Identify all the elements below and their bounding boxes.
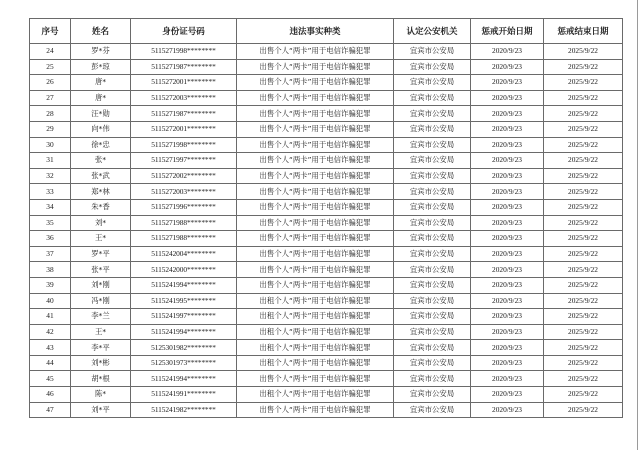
- cell-end-date: 2025/9/22: [544, 371, 623, 387]
- page-edge-divider: [637, 0, 638, 450]
- cell-end-date: 2025/9/22: [544, 340, 623, 356]
- cell-start-date: 2020/9/23: [471, 262, 544, 278]
- table-row: [30, 153, 623, 169]
- cell-authority: 宜宾市公安局: [394, 262, 471, 278]
- cell-offense-type: 出租个人“两卡”用于电信诈骗犯罪: [237, 324, 394, 340]
- cell-name: 陈*: [71, 387, 131, 403]
- cell-id-number: 5115271996********: [131, 199, 237, 215]
- cell-serial-no: 32: [30, 168, 71, 184]
- cell-start-date: 2020/9/23: [471, 168, 544, 184]
- table-row: [30, 44, 623, 60]
- table-row: [30, 262, 623, 278]
- table-row: [30, 309, 623, 325]
- cell-serial-no: 46: [30, 387, 71, 403]
- cell-end-date: 2025/9/22: [544, 106, 623, 122]
- cell-end-date: 2025/9/22: [544, 121, 623, 137]
- cell-serial-no: 27: [30, 90, 71, 106]
- cell-end-date: 2025/9/22: [544, 355, 623, 371]
- cell-id-number: 5115241997********: [131, 309, 237, 325]
- cell-offense-type: 出售个人“两卡”用于电信诈骗犯罪: [237, 262, 394, 278]
- cell-serial-no: 41: [30, 309, 71, 325]
- cell-offense-type: 出租个人“两卡”用于电信诈骗犯罪: [237, 293, 394, 309]
- cell-start-date: 2020/9/23: [471, 355, 544, 371]
- cell-name: 刘*平: [71, 402, 131, 418]
- cell-end-date: 2025/9/22: [544, 59, 623, 75]
- cell-end-date: 2025/9/22: [544, 44, 623, 60]
- table-row: [30, 246, 623, 262]
- cell-id-number: 5115271988********: [131, 231, 237, 247]
- cell-offense-type: 出售个人“两卡”用于电信诈骗犯罪: [237, 44, 394, 60]
- cell-end-date: 2025/9/22: [544, 402, 623, 418]
- cell-serial-no: 26: [30, 75, 71, 91]
- table-header-row: [30, 19, 623, 44]
- cell-offense-type: 出售个人“两卡”用于电信诈骗犯罪: [237, 168, 394, 184]
- cell-start-date: 2020/9/23: [471, 246, 544, 262]
- header-id-number: 身份证号码: [131, 19, 237, 44]
- cell-authority: 宜宾市公安局: [394, 387, 471, 403]
- cell-offense-type: 出售个人“两卡”用于电信诈骗犯罪: [237, 75, 394, 91]
- cell-offense-type: 出售个人“两卡”用于电信诈骗犯罪: [237, 402, 394, 418]
- cell-serial-no: 43: [30, 340, 71, 356]
- header-offense-type: 违法事实种类: [237, 19, 394, 44]
- table-row: [30, 90, 623, 106]
- cell-offense-type: 出售个人“两卡”用于电信诈骗犯罪: [237, 199, 394, 215]
- cell-id-number: 5115242000********: [131, 262, 237, 278]
- cell-end-date: 2025/9/22: [544, 387, 623, 403]
- cell-name: 唐*: [71, 75, 131, 91]
- cell-id-number: 5115271998********: [131, 44, 237, 60]
- header-start-date: 惩戒开始日期: [471, 19, 544, 44]
- cell-authority: 宜宾市公安局: [394, 309, 471, 325]
- cell-start-date: 2020/9/23: [471, 44, 544, 60]
- cell-end-date: 2025/9/22: [544, 231, 623, 247]
- cell-start-date: 2020/9/23: [471, 106, 544, 122]
- cell-name: 李*兰: [71, 309, 131, 325]
- header-authority: 认定公安机关: [394, 19, 471, 44]
- table-row: [30, 137, 623, 153]
- cell-authority: 宜宾市公安局: [394, 231, 471, 247]
- header-end-date: 惩戒结束日期: [544, 19, 623, 44]
- cell-authority: 宜宾市公安局: [394, 355, 471, 371]
- cell-name: 王*: [71, 324, 131, 340]
- cell-serial-no: 38: [30, 262, 71, 278]
- cell-serial-no: 44: [30, 355, 71, 371]
- cell-id-number: 5115241995********: [131, 293, 237, 309]
- cell-serial-no: 37: [30, 246, 71, 262]
- cell-offense-type: 出售个人“两卡”用于电信诈骗犯罪: [237, 137, 394, 153]
- cell-serial-no: 40: [30, 293, 71, 309]
- cell-id-number: 5115271987********: [131, 59, 237, 75]
- cell-name: 郑*林: [71, 184, 131, 200]
- cell-serial-no: 36: [30, 231, 71, 247]
- cell-offense-type: 出售个人“两卡”用于电信诈骗犯罪: [237, 90, 394, 106]
- cell-serial-no: 25: [30, 59, 71, 75]
- cell-name: 刘*彬: [71, 355, 131, 371]
- cell-offense-type: 出售个人“两卡”用于电信诈骗犯罪: [237, 184, 394, 200]
- cell-id-number: 5115271988********: [131, 215, 237, 231]
- cell-offense-type: 出售个人“两卡”用于电信诈骗犯罪: [237, 121, 394, 137]
- cell-end-date: 2025/9/22: [544, 90, 623, 106]
- table-row: [30, 121, 623, 137]
- cell-name: 唐*: [71, 90, 131, 106]
- cell-authority: 宜宾市公安局: [394, 340, 471, 356]
- cell-serial-no: 42: [30, 324, 71, 340]
- cell-end-date: 2025/9/22: [544, 262, 623, 278]
- cell-start-date: 2020/9/23: [471, 199, 544, 215]
- cell-start-date: 2020/9/23: [471, 184, 544, 200]
- cell-offense-type: 出售个人“两卡”用于电信诈骗犯罪: [237, 371, 394, 387]
- cell-id-number: 5115272001********: [131, 75, 237, 91]
- cell-start-date: 2020/9/23: [471, 215, 544, 231]
- cell-start-date: 2020/9/23: [471, 59, 544, 75]
- cell-id-number: 5115241991********: [131, 387, 237, 403]
- cell-authority: 宜宾市公安局: [394, 371, 471, 387]
- cell-name: 胡*根: [71, 371, 131, 387]
- cell-name: 冯*刚: [71, 293, 131, 309]
- cell-id-number: 5115241994********: [131, 277, 237, 293]
- table-row: [30, 199, 623, 215]
- cell-end-date: 2025/9/22: [544, 137, 623, 153]
- cell-authority: 宜宾市公安局: [394, 168, 471, 184]
- cell-start-date: 2020/9/23: [471, 324, 544, 340]
- cell-start-date: 2020/9/23: [471, 309, 544, 325]
- cell-name: 罗*芬: [71, 44, 131, 60]
- cell-offense-type: 出售个人“两卡”用于电信诈骗犯罪: [237, 246, 394, 262]
- cell-start-date: 2020/9/23: [471, 293, 544, 309]
- cell-name: 彭*琼: [71, 59, 131, 75]
- cell-id-number: 5115242004********: [131, 246, 237, 262]
- table-row: [30, 293, 623, 309]
- cell-serial-no: 29: [30, 121, 71, 137]
- table-body: [30, 44, 623, 418]
- cell-authority: 宜宾市公安局: [394, 106, 471, 122]
- cell-serial-no: 34: [30, 199, 71, 215]
- table-row: [30, 340, 623, 356]
- cell-start-date: 2020/9/23: [471, 387, 544, 403]
- cell-offense-type: 出售个人“两卡”用于电信诈骗犯罪: [237, 277, 394, 293]
- table-row: [30, 59, 623, 75]
- cell-end-date: 2025/9/22: [544, 75, 623, 91]
- cell-id-number: 5115272001********: [131, 121, 237, 137]
- cell-start-date: 2020/9/23: [471, 121, 544, 137]
- cell-authority: 宜宾市公安局: [394, 153, 471, 169]
- cell-id-number: 5115272003********: [131, 90, 237, 106]
- cell-offense-type: 出租个人“两卡”用于电信诈骗犯罪: [237, 355, 394, 371]
- cell-name: 王*: [71, 231, 131, 247]
- cell-authority: 宜宾市公安局: [394, 277, 471, 293]
- cell-id-number: 5115241994********: [131, 371, 237, 387]
- cell-authority: 宜宾市公安局: [394, 324, 471, 340]
- cell-id-number: 5115271998********: [131, 137, 237, 153]
- cell-serial-no: 39: [30, 277, 71, 293]
- cell-serial-no: 24: [30, 44, 71, 60]
- cell-start-date: 2020/9/23: [471, 402, 544, 418]
- table-row: [30, 387, 623, 403]
- cell-name: 刘*: [71, 215, 131, 231]
- cell-authority: 宜宾市公安局: [394, 59, 471, 75]
- cell-name: 徐*忠: [71, 137, 131, 153]
- cell-id-number: 5125301973********: [131, 355, 237, 371]
- cell-authority: 宜宾市公安局: [394, 246, 471, 262]
- cell-id-number: 5115271997********: [131, 153, 237, 169]
- cell-authority: 宜宾市公安局: [394, 121, 471, 137]
- cell-serial-no: 31: [30, 153, 71, 169]
- cell-end-date: 2025/9/22: [544, 324, 623, 340]
- cell-name: 李*平: [71, 340, 131, 356]
- cell-end-date: 2025/9/22: [544, 184, 623, 200]
- cell-serial-no: 28: [30, 106, 71, 122]
- cell-start-date: 2020/9/23: [471, 340, 544, 356]
- cell-serial-no: 47: [30, 402, 71, 418]
- cell-id-number: 5115241994********: [131, 324, 237, 340]
- cell-authority: 宜宾市公安局: [394, 137, 471, 153]
- cell-name: 张*平: [71, 262, 131, 278]
- cell-start-date: 2020/9/23: [471, 75, 544, 91]
- cell-serial-no: 33: [30, 184, 71, 200]
- cell-name: 张*武: [71, 168, 131, 184]
- cell-name: 张*: [71, 153, 131, 169]
- discipline-roster-table: [29, 18, 623, 418]
- cell-end-date: 2025/9/22: [544, 246, 623, 262]
- cell-start-date: 2020/9/23: [471, 153, 544, 169]
- cell-name: 向*伟: [71, 121, 131, 137]
- cell-start-date: 2020/9/23: [471, 277, 544, 293]
- cell-name: 汪*勋: [71, 106, 131, 122]
- table-row: [30, 75, 623, 91]
- cell-name: 朱*香: [71, 199, 131, 215]
- table-row: [30, 215, 623, 231]
- header-serial-no: 序号: [30, 19, 71, 44]
- cell-end-date: 2025/9/22: [544, 199, 623, 215]
- cell-name: 罗*平: [71, 246, 131, 262]
- table-row: [30, 106, 623, 122]
- cell-end-date: 2025/9/22: [544, 309, 623, 325]
- cell-start-date: 2020/9/23: [471, 90, 544, 106]
- cell-start-date: 2020/9/23: [471, 371, 544, 387]
- cell-end-date: 2025/9/22: [544, 277, 623, 293]
- cell-id-number: 5115272003********: [131, 184, 237, 200]
- cell-offense-type: 出售个人“两卡”用于电信诈骗犯罪: [237, 215, 394, 231]
- table-row: [30, 355, 623, 371]
- cell-offense-type: 出售个人“两卡”用于电信诈骗犯罪: [237, 231, 394, 247]
- cell-authority: 宜宾市公安局: [394, 293, 471, 309]
- cell-offense-type: 出租个人“两卡”用于电信诈骗犯罪: [237, 387, 394, 403]
- cell-end-date: 2025/9/22: [544, 153, 623, 169]
- cell-authority: 宜宾市公安局: [394, 215, 471, 231]
- table-row: [30, 371, 623, 387]
- cell-offense-type: 出租个人“两卡”用于电信诈骗犯罪: [237, 309, 394, 325]
- table-row: [30, 231, 623, 247]
- table-row: [30, 168, 623, 184]
- cell-serial-no: 45: [30, 371, 71, 387]
- cell-end-date: 2025/9/22: [544, 168, 623, 184]
- cell-id-number: 5115241982********: [131, 402, 237, 418]
- cell-end-date: 2025/9/22: [544, 215, 623, 231]
- table-row: [30, 402, 623, 418]
- cell-serial-no: 30: [30, 137, 71, 153]
- cell-authority: 宜宾市公安局: [394, 184, 471, 200]
- cell-start-date: 2020/9/23: [471, 231, 544, 247]
- cell-offense-type: 出售个人“两卡”用于电信诈骗犯罪: [237, 153, 394, 169]
- cell-authority: 宜宾市公安局: [394, 199, 471, 215]
- cell-id-number: 5125301982********: [131, 340, 237, 356]
- table-row: [30, 324, 623, 340]
- cell-authority: 宜宾市公安局: [394, 75, 471, 91]
- cell-name: 刘*刚: [71, 277, 131, 293]
- cell-authority: 宜宾市公安局: [394, 402, 471, 418]
- cell-offense-type: 出售个人“两卡”用于电信诈骗犯罪: [237, 59, 394, 75]
- cell-serial-no: 35: [30, 215, 71, 231]
- cell-offense-type: 出售个人“两卡”用于电信诈骗犯罪: [237, 106, 394, 122]
- cell-id-number: 5115272002********: [131, 168, 237, 184]
- header-name: 姓名: [71, 19, 131, 44]
- cell-start-date: 2020/9/23: [471, 137, 544, 153]
- cell-end-date: 2025/9/22: [544, 293, 623, 309]
- cell-offense-type: 出租个人“两卡”用于电信诈骗犯罪: [237, 340, 394, 356]
- table-row: [30, 277, 623, 293]
- cell-authority: 宜宾市公安局: [394, 44, 471, 60]
- cell-id-number: 5115271987********: [131, 106, 237, 122]
- cell-authority: 宜宾市公安局: [394, 90, 471, 106]
- table-row: [30, 184, 623, 200]
